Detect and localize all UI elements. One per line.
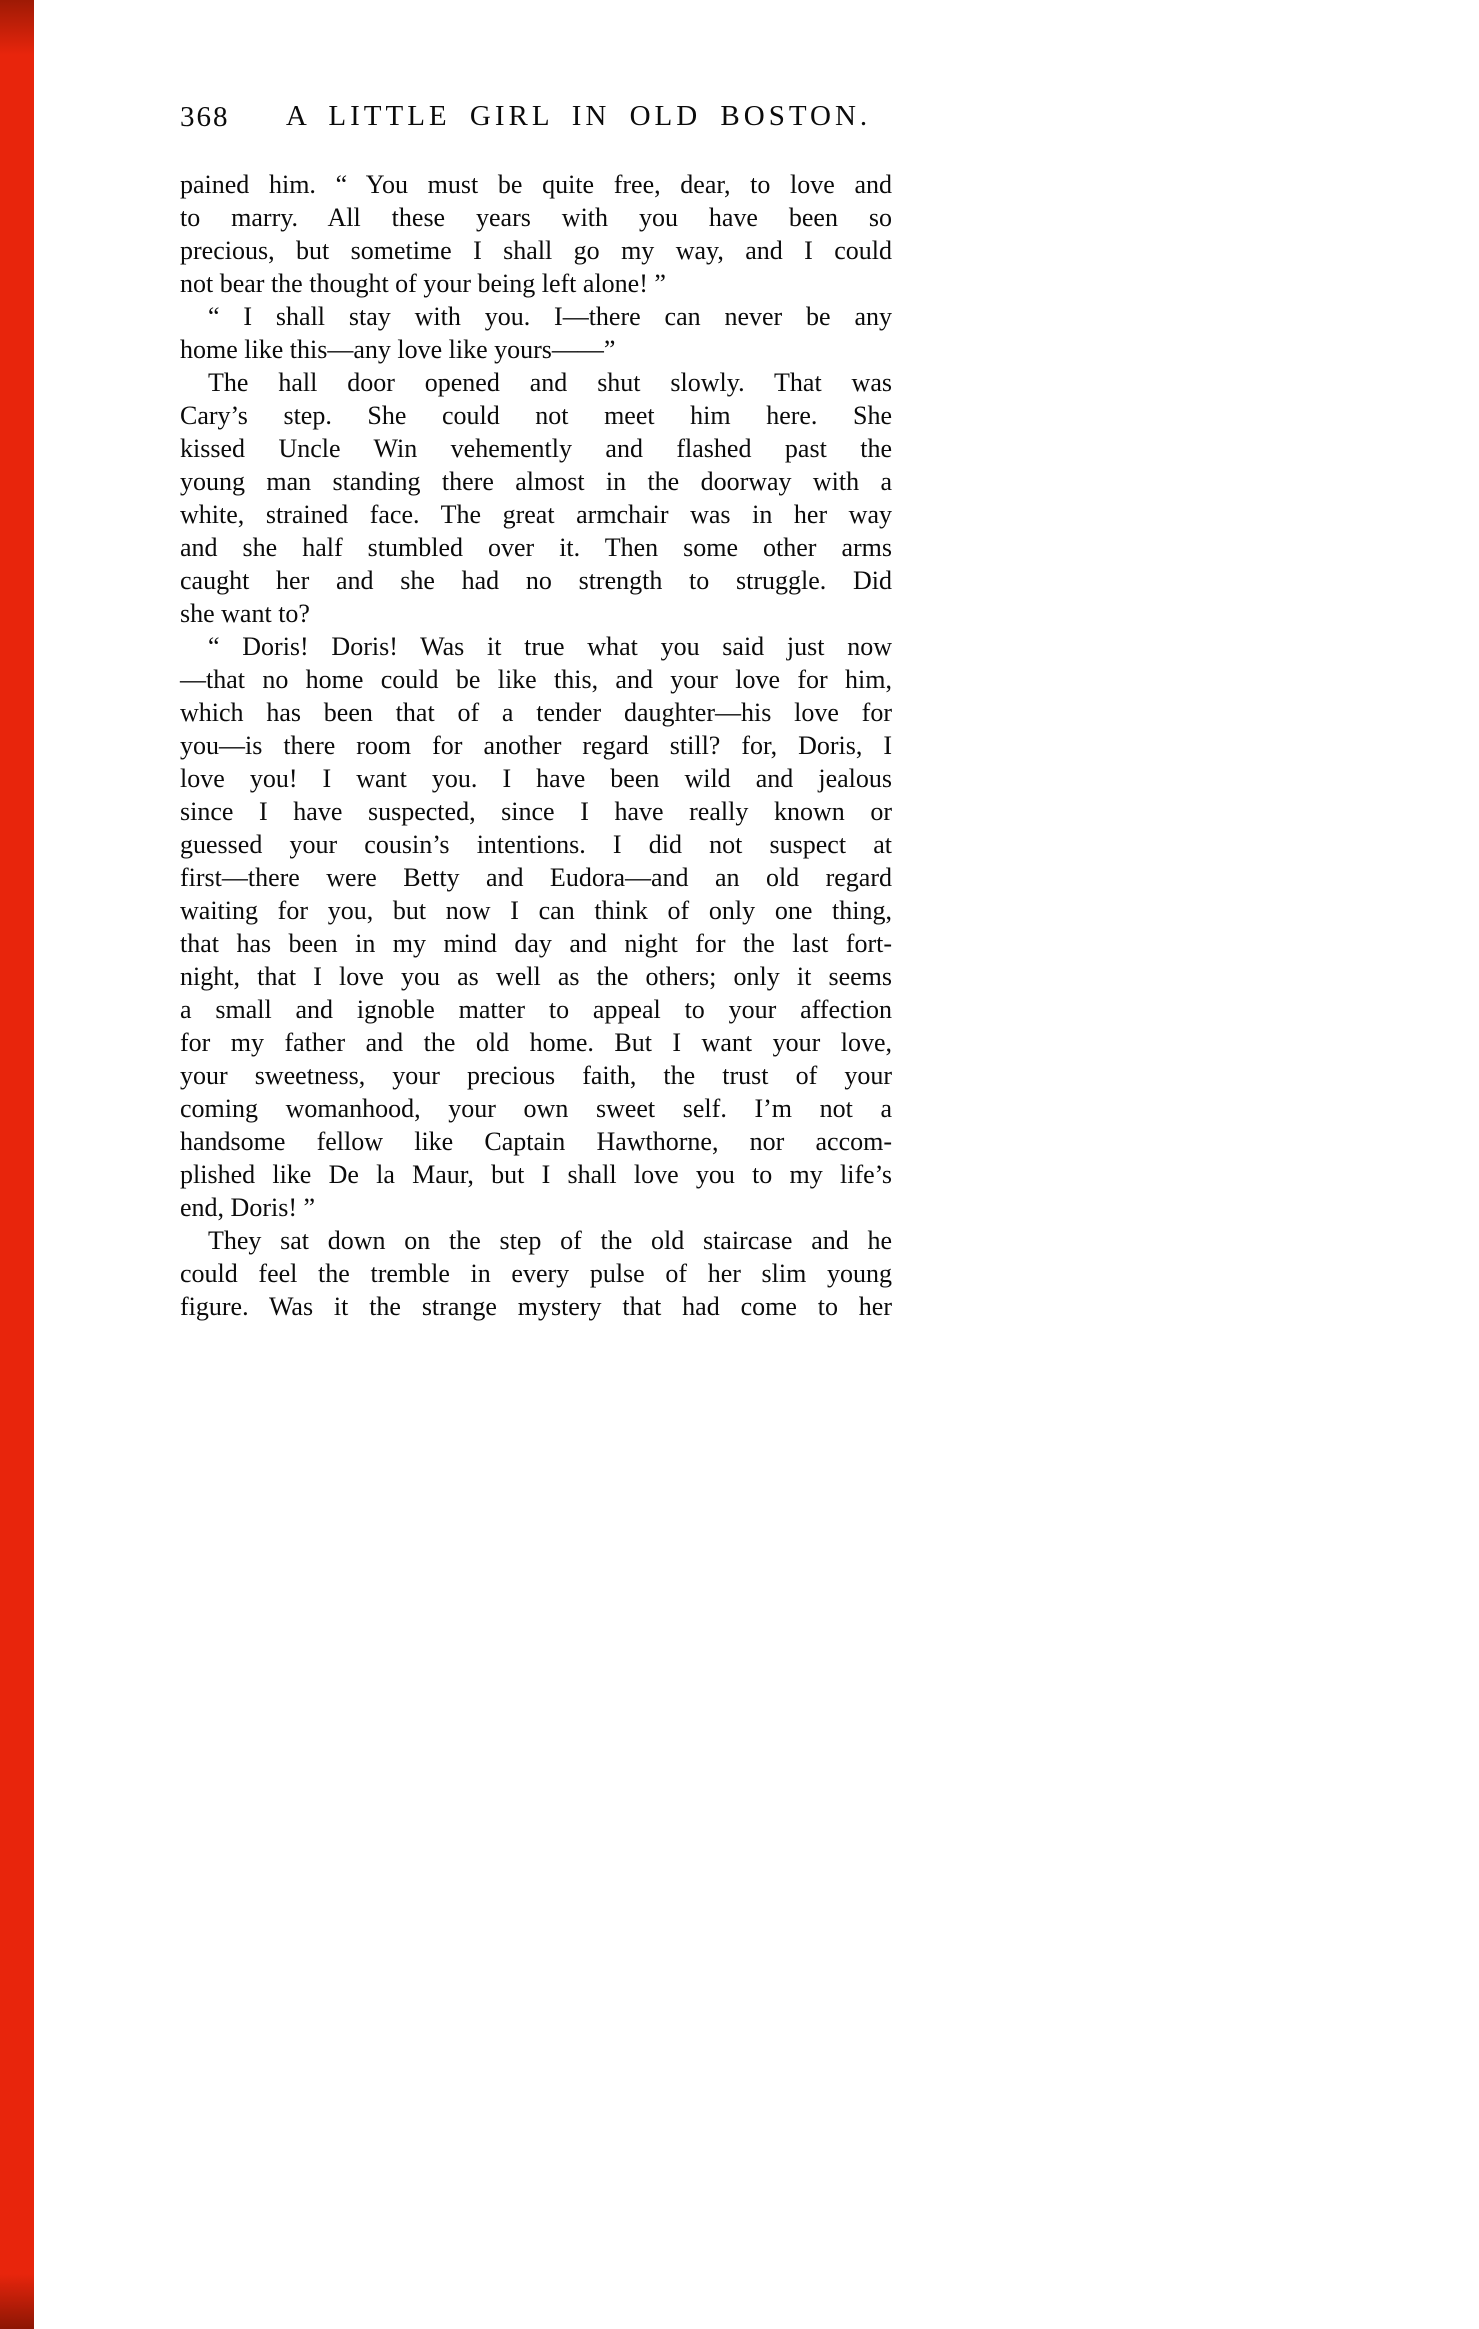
text-line: your sweetness, your precious faith, the trust of your: [180, 1061, 892, 1090]
text-line: love you! I want you. I have been wild and jealous: [180, 764, 892, 793]
text-line: caught her and she had no strength to struggle. Did: [180, 566, 892, 595]
text-line: to marry. All these years with you have been so: [180, 203, 892, 232]
text-line: and she half stumbled over it. Then some other arms: [180, 533, 892, 562]
text-line: figure. Was it the strange mystery that had come to her: [180, 1292, 892, 1321]
text-line: kissed Uncle Win vehemently and flashed past the: [180, 434, 892, 463]
text-line: home like this—any love like yours——”: [180, 335, 616, 364]
text-line: plished like De la Maur, but I shall love you to my life’s: [180, 1160, 892, 1189]
text-line: not bear the thought of your being left alone! ”: [180, 269, 666, 298]
text-line: which has been that of a tender daughter—his love for: [180, 698, 892, 727]
text-line: guessed your cousin’s intentions. I did not suspect at: [180, 830, 892, 859]
text-line: “ I shall stay with you. I—there can never be any: [208, 302, 892, 331]
text-line: night, that I love you as well as the others; only it seems: [180, 962, 892, 991]
text-line: white, strained face. The great armchair was in her way: [180, 500, 892, 529]
text-line: —that no home could be like this, and your love for him,: [180, 665, 892, 694]
text-line: young man standing there almost in the doorway with a: [180, 467, 892, 496]
text-line: precious, but sometime I shall go my way, and I could: [180, 236, 892, 265]
page-header: [180, 100, 892, 140]
text-line: could feel the tremble in every pulse of her slim young: [180, 1259, 892, 1288]
book-edge-strip: [0, 0, 34, 2329]
text-line: The hall door opened and shut slowly. That was: [208, 368, 892, 397]
text-line: end, Doris! ”: [180, 1193, 316, 1222]
text-line: for my father and the old home. But I want your love,: [180, 1028, 892, 1057]
text-line: a small and ignoble matter to appeal to your affection: [180, 995, 892, 1024]
page-content: [180, 100, 892, 1323]
page-text: [180, 168, 892, 1323]
text-line: she want to?: [180, 599, 310, 628]
text-line: that has been in my mind day and night for the last fort-: [180, 929, 892, 958]
page-number: 368: [180, 101, 230, 133]
text-line: Cary’s step. She could not meet him here. She: [180, 401, 892, 430]
text-line: you—is there room for another regard still? for, Doris, I: [180, 731, 892, 760]
text-line: handsome fellow like Captain Hawthorne, nor accom-: [180, 1127, 892, 1156]
text-line: waiting for you, but now I can think of only one thing,: [180, 896, 892, 925]
running-title: A LITTLE GIRL IN OLD BOSTON.: [285, 100, 872, 132]
text-line: coming womanhood, your own sweet self. I’m not a: [180, 1094, 892, 1123]
text-line: first—there were Betty and Eudora—and an old regard: [180, 863, 892, 892]
text-line: since I have suspected, since I have really known or: [180, 797, 892, 826]
text-line: They sat down on the step of the old staircase and he: [208, 1226, 892, 1255]
text-line: pained him. “ You must be quite free, dear, to love and: [180, 170, 892, 199]
text-line: “ Doris! Doris! Was it true what you said just now: [208, 632, 892, 661]
